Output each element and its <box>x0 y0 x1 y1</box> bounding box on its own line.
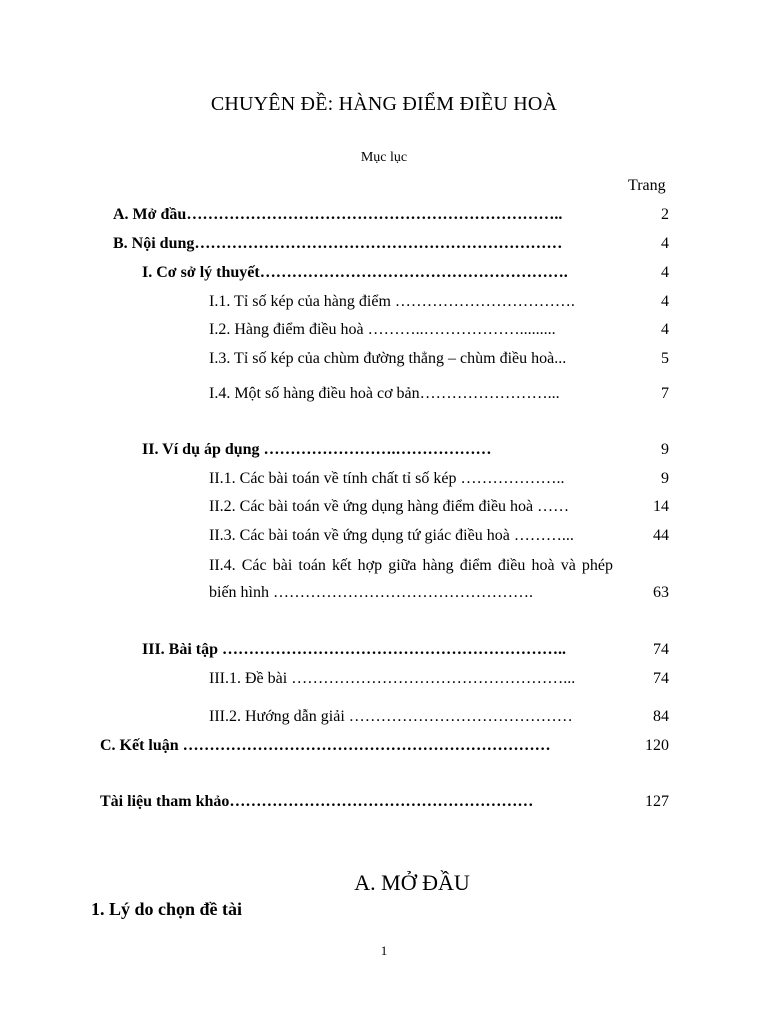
page-number: 1 <box>380 943 388 958</box>
toc-entry-iii-1 <box>209 669 575 689</box>
toc-entry-page: 127 <box>645 793 669 810</box>
toc-entry-text: B. Nội dung…………………………………………………………… <box>113 235 563 252</box>
toc-entry-text: II.2. Các bài toán về ứng dụng hàng điểm điều hoà …… <box>209 498 570 515</box>
toc-entry-text: I.4. Một số hàng điều hoà cơ bản……………………... <box>209 385 560 402</box>
toc-entry-a <box>113 205 562 225</box>
toc-entry-page: 4 <box>661 293 669 310</box>
toc-entry-i-1 <box>209 292 575 312</box>
toc-entry-i-3 <box>209 349 566 369</box>
toc-entry-text: A. Mở đầu…………………………………………………………….. <box>113 206 563 223</box>
toc-entry-page: 74 <box>653 670 669 687</box>
toc-entry-page: 63 <box>653 584 669 601</box>
toc-entry-ii-4 <box>209 552 613 606</box>
toc-entry-text: Tài liệu tham khảo………………………………………………… <box>100 793 534 810</box>
toc-heading: Mục lục <box>360 150 408 165</box>
toc-entry-text: I.1. Tỉ số kép của hàng điểm ……………………………. <box>209 293 575 310</box>
toc-entry-text: II. Ví dụ áp dụng …………………….……………… <box>142 441 492 458</box>
toc-entry-page: 14 <box>653 498 669 515</box>
toc-entry-b <box>113 234 562 254</box>
toc-entry-text: I. Cơ sở lý thuyết…………………………………………………. <box>142 264 568 281</box>
toc-entry-ii-3 <box>209 526 574 546</box>
toc-entry-page: 2 <box>661 206 669 223</box>
toc-entry-text: I.2. Hàng điểm điều hoà ………..………………......... <box>209 321 556 338</box>
toc-entry-text: III.2. Hướng dẫn giải …………………………………… <box>209 708 573 725</box>
toc-entry-page: 7 <box>661 385 669 402</box>
section-title: A. MỞ ĐẦU <box>354 870 470 895</box>
toc-entry-text: I.3. Tỉ số kép của chùm đường thẳng – chùm điều hoà... <box>209 350 567 367</box>
toc-entry-c <box>100 736 551 756</box>
document-title: CHUYÊN ĐỀ: HÀNG ĐIỂM ĐIỀU HOÀ <box>210 93 558 115</box>
toc-entry-ii-1 <box>209 469 564 489</box>
toc-entry-i-4 <box>209 384 560 404</box>
toc-entry-text: III.1. Đề bài ……………………………………………... <box>209 670 576 687</box>
toc-entry-b-ii <box>142 440 492 460</box>
toc-entry-i-2 <box>209 320 556 340</box>
toc-entry-page: 5 <box>661 350 669 367</box>
toc-entry-page: 74 <box>653 641 669 658</box>
toc-entry-ii-2 <box>209 497 569 517</box>
toc-entry-text: III. Bài tập ……………………………………………………….. <box>142 641 567 658</box>
toc-entry-page: 44 <box>653 527 669 544</box>
toc-entry-b-i <box>142 263 568 283</box>
toc-entry-page: 4 <box>661 321 669 338</box>
toc-entry-text: II.3. Các bài toán về ứng dụng tứ giác điều hoà ………... <box>209 527 574 544</box>
toc-entry-page: 120 <box>645 737 669 754</box>
toc-entry-page: 4 <box>661 235 669 252</box>
toc-entry-iii-2 <box>209 707 573 727</box>
toc-entry-page: 4 <box>661 264 669 281</box>
toc-entry-text: II.4. Các bài toán kết hợp giữa hàng điểm điều hoà và phép biến hình …………………………………………. <box>209 557 613 601</box>
toc-entry-b-iii <box>142 640 566 660</box>
toc-page-column-label: Trang <box>628 177 666 194</box>
subsection-title: 1. Lý do chọn đề tài <box>91 899 243 919</box>
toc-entry-page: 9 <box>661 470 669 487</box>
toc-entry-text: II.1. Các bài toán về tính chất tỉ số kép ……………….. <box>209 470 565 487</box>
toc-entry-text: C. Kết luận …………………………………………………………… <box>100 737 551 754</box>
toc-entry-page: 9 <box>661 441 669 458</box>
toc-entry-page: 84 <box>653 708 669 725</box>
toc-entry-references <box>100 792 533 812</box>
